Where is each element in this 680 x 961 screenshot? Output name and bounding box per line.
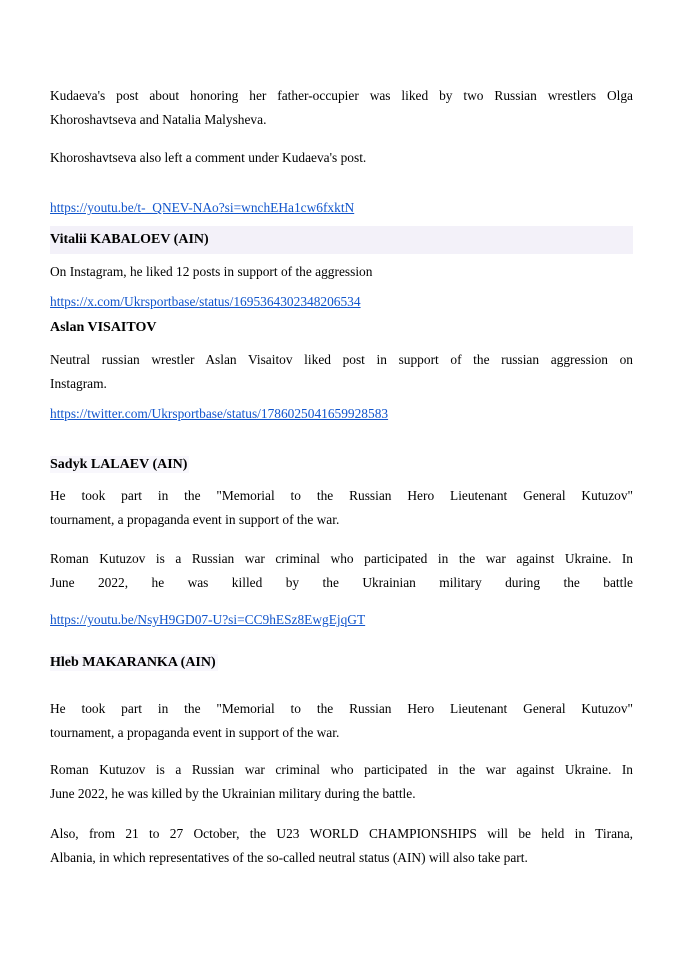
paragraph-makaranka-memorial [50,697,633,745]
hyperlink-twitter-post[interactable]: https://twitter.com/Ukrsportbase/status/1786025041659928583 [50,406,389,421]
link-row-twitter-post [50,402,633,426]
text-line: Roman Kutuzov is a Russian war criminal who participated in the war against Ukraine. In [50,551,633,566]
paragraph-visaitov-neutral [50,348,633,396]
text-line: Khoroshavtseva also left a comment under Kudaeva's post. [50,150,367,165]
heading-makaranka [50,651,633,675]
text-line: tournament, a propaganda event in support of the war. [50,512,340,527]
text-line: On Instagram, he liked 12 posts in support of the aggression [50,264,373,279]
text-line: June 2022, he was killed by the Ukrainian military during the battle. [50,786,416,801]
text-line: Kudaeva's post about honoring her father-occupier was liked by two Russian wrestlers Olga [50,88,633,103]
heading-makaranka-label: Hleb MAKARANKA (AIN) [50,655,216,670]
text-line: tournament, a propaganda event in support of the war. [50,725,340,740]
heading-visaitov [50,316,633,340]
hyperlink-youtube-2[interactable]: https://youtu.be/NsyH9GD07-U?si=CC9hESz8EwgEjqGT [50,612,366,627]
heading-kabaloev [50,226,633,254]
link-row-x-post [50,290,633,314]
text-line: Also, from 21 to 27 October, the U23 WORLD CHAMPIONSHIPS will be held in Tirana, [50,826,633,841]
hyperlink-youtube-1[interactable]: https://youtu.be/t-_QNEV-NAo?si=wnchEHa1cw6fxktN [50,200,355,215]
paragraph-championships [50,822,633,870]
text-line: Instagram. [50,376,107,391]
paragraph-makaranka-kutuzov [50,758,633,806]
text-line: Albania, in which representatives of the so-called neutral status (AIN) will also take part. [50,850,528,865]
paragraph-kabaloev-instagram [50,260,633,284]
heading-lalaev-label: Sadyk LALAEV (AIN) [50,457,188,472]
text-line: Khoroshavtseva and Natalia Malysheva. [50,112,267,127]
paragraph-kudaeva-post [50,84,633,132]
paragraph-lalaev-kutuzov [50,547,633,595]
link-row-youtube-2 [50,608,633,632]
heading-visaitov-label: Aslan VISAITOV [50,320,157,335]
heading-kabaloev-label: Vitalii KABALOEV (AIN) [50,232,209,247]
hyperlink-x-post[interactable]: https://x.com/Ukrsportbase/status/1695364302348206534 [50,294,361,309]
paragraph-khoroshavtseva-comment [50,146,633,170]
text-line: Neutral russian wrestler Aslan Visaitov liked post in support of the russian aggression on [50,352,633,367]
text-line: He took part in the "Memorial to the Russian Hero Lieutenant General Kutuzov" [50,701,633,716]
text-line: He took part in the "Memorial to the Russian Hero Lieutenant General Kutuzov" [50,488,633,503]
text-line: Roman Kutuzov is a Russian war criminal who participated in the war against Ukraine. In [50,762,633,777]
paragraph-lalaev-memorial [50,484,633,532]
heading-lalaev [50,453,633,477]
link-row-youtube-1 [50,196,633,220]
text-line: June 2022, he was killed by the Ukrainian military during the battle [50,575,633,590]
